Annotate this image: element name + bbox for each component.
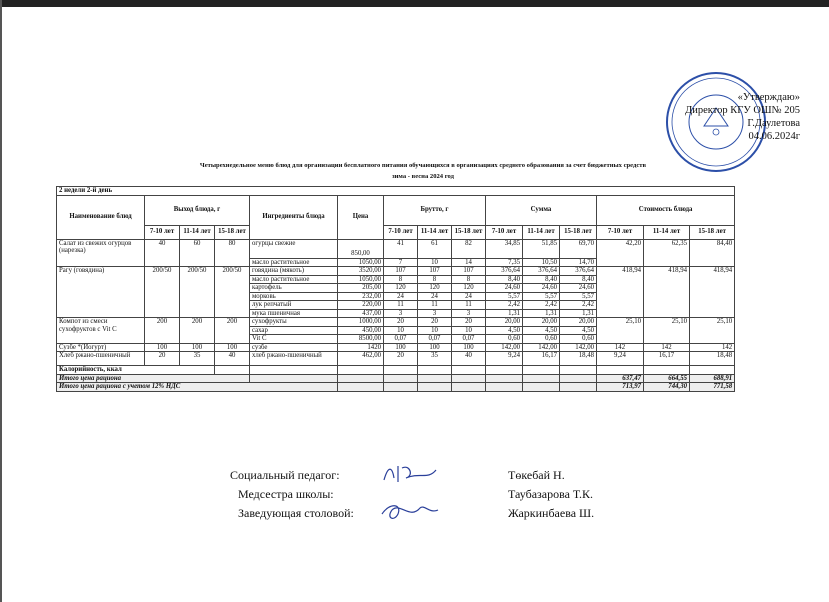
sum-cell: 0,60 [560,335,597,344]
output-cell: 200/50 [145,267,180,318]
price-cell: 450,00 [338,326,384,335]
ingredient-cell: морковь [250,292,338,301]
ingredient-cell: масло растительное [250,275,338,284]
sum-cell: 0,60 [523,335,560,344]
sum-cell: 376,64 [486,267,523,276]
signature-row [230,485,650,504]
gross-cell: 10 [418,326,452,335]
gross-cell: 24 [418,292,452,301]
approval-block [640,91,800,143]
sum-cell: 51,85 [523,239,560,258]
gross-cell: 41 [384,239,418,258]
output-cell: 60 [180,239,215,267]
price-cell: 1050,00 [338,275,384,284]
age-header: 15-18 лет [560,225,597,239]
dish-name: Сузбе *(Йогурт) [57,343,145,352]
sum-cell: 4,50 [486,326,523,335]
output-cell: 100 [215,343,250,352]
header-dish: Наименование блюд [57,195,145,239]
sum-cell: 142,00 [486,343,523,352]
gross-cell: 11 [418,301,452,310]
gross-cell: 120 [452,284,486,293]
top-edge [0,0,829,7]
signature-name: Таубазарова Т.К. [508,487,594,501]
table-row [57,239,735,258]
ingredient-cell: картофель [250,284,338,293]
cost-cell: 25,10 [597,318,644,344]
total-value: 664,55 [644,374,690,383]
gross-cell: 0,07 [384,335,418,344]
gross-cell: 8 [418,275,452,284]
cost-cell: 42,20 [597,239,644,267]
gross-cell: 24 [384,292,418,301]
ingredient-cell: сухофрукты [250,318,338,327]
ingredient-cell: лук репчатый [250,301,338,310]
sum-cell: 24,60 [486,284,523,293]
sum-cell: 0,60 [486,335,523,344]
menu-title [58,160,788,182]
ingredient-cell: говядина (мякоть) [250,267,338,276]
menu-title-line-1: Четырехнедельное меню блюд для организации бесплатного питания обучающихся в организациях среднего образования за счет бюджетных средств [199,162,647,169]
signature-role: Медсестра школы: [238,487,334,501]
sum-cell: 8,40 [486,275,523,284]
price-cell: 1050,00 [338,258,384,267]
price-cell: 1420 [338,343,384,352]
table-row [57,267,735,276]
output-cell: 200 [215,318,250,344]
sum-cell: 24,60 [560,284,597,293]
output-cell: 200 [145,318,180,344]
gross-cell: 11 [452,301,486,310]
total-value: 637,47 [597,374,644,383]
age-header: 7-10 лет [384,225,418,239]
table-row [57,318,735,327]
sum-cell: 1,31 [523,309,560,318]
sum-cell: 10,50 [523,258,560,267]
gross-cell: 107 [384,267,418,276]
dish-name: Рагу (говядина) [57,267,145,318]
gross-cell: 14 [452,258,486,267]
gross-cell: 3 [452,309,486,318]
gross-cell: 100 [384,343,418,352]
cost-cell: 142 [690,343,735,352]
gross-cell: 100 [452,343,486,352]
output-cell: 80 [215,239,250,267]
age-header: 7-10 лет [145,225,180,239]
gross-cell: 120 [384,284,418,293]
gross-cell: 107 [452,267,486,276]
price-cell: 850,00 [338,239,384,258]
age-header-row [57,225,735,239]
age-header: 15-18 лет [452,225,486,239]
output-cell: 200/50 [215,267,250,318]
total-row [57,374,735,383]
sum-cell: 69,70 [560,239,597,258]
gross-cell: 24 [452,292,486,301]
gross-cell: 61 [418,239,452,258]
gross-cell: 20 [384,318,418,327]
gross-cell: 20 [418,318,452,327]
age-header: 15-18 лет [690,225,735,239]
price-cell: 462,00 [338,352,384,366]
ingredient-cell: сахар [250,326,338,335]
gross-cell: 10 [418,258,452,267]
sum-cell: 5,57 [486,292,523,301]
sum-cell: 142,00 [560,343,597,352]
cost-cell: 25,10 [690,318,735,344]
total-vat-value: 744,30 [644,383,690,392]
output-cell: 100 [180,343,215,352]
ingredient-cell: мука пшеничная [250,309,338,318]
gross-cell: 120 [418,284,452,293]
sum-cell: 8,40 [560,275,597,284]
sum-cell: 34,85 [486,239,523,258]
sum-cell: 14,70 [560,258,597,267]
gross-cell: 82 [452,239,486,258]
sum-cell: 24,60 [523,284,560,293]
approval-line-1: «Утверждаю» [737,92,800,103]
gross-cell: 20 [452,318,486,327]
sum-cell: 8,40 [523,275,560,284]
cost-cell: 142 [597,343,644,352]
gross-cell: 8 [384,275,418,284]
price-cell: 220,00 [338,301,384,310]
sum-cell: 2,42 [560,301,597,310]
sum-cell: 20,00 [523,318,560,327]
header-output: Выход блюда, г [145,195,250,225]
left-edge [0,0,2,602]
gross-cell: 35 [418,352,452,366]
total-value: 688,91 [690,374,735,383]
total-vat-row [57,383,735,392]
cost-cell: 18,48 [690,352,735,366]
gross-cell: 10 [384,326,418,335]
menu-table [56,186,735,392]
cost-cell: 418,94 [690,267,735,318]
output-cell: 200/50 [180,267,215,318]
signature-role: Социальный педагог: [230,468,340,482]
calories-label: Калорийность, ккал [57,366,215,375]
age-header: 11-14 лет [180,225,215,239]
sum-cell: 1,31 [486,309,523,318]
age-header: 7-10 лет [486,225,523,239]
output-cell: 100 [145,343,180,352]
price-cell: 8500,00 [338,335,384,344]
sum-cell: 1,31 [560,309,597,318]
header-price: Цена [338,195,384,239]
ingredient-cell: масло растительное [250,258,338,267]
price-cell: 3520,00 [338,267,384,276]
output-cell: 35 [180,352,215,366]
signature-row [230,466,650,485]
cost-cell: 25,10 [644,318,690,344]
signature-name: Төкебай Н. [508,468,565,482]
sum-cell: 376,64 [523,267,560,276]
gross-cell: 8 [452,275,486,284]
signature-icon [380,462,440,486]
total-vat-value: 771,58 [690,383,735,392]
gross-cell: 20 [384,352,418,366]
menu-title-line-2: зима - весна 2024 год [391,173,455,180]
price-cell: 232,00 [338,292,384,301]
calories-row [57,366,735,375]
output-cell: 20 [145,352,180,366]
signature-row [230,504,650,523]
dish-name: Салат из свежих огурцов (нарезка) [57,239,145,267]
sum-cell: 2,42 [486,301,523,310]
approval-line-4: 04.06.2024г [748,131,800,142]
sum-cell: 20,00 [486,318,523,327]
ingredient-cell: хлеб ржано-пшеничный [250,352,338,366]
header-row [57,195,735,225]
sum-cell: 4,50 [560,326,597,335]
sum-cell: 9,24 [486,352,523,366]
gross-cell: 10 [452,326,486,335]
output-cell: 40 [215,352,250,366]
sum-cell: 18,48 [560,352,597,366]
age-header: 11-14 лет [644,225,690,239]
total-vat-label: Итого цена рациона с учетом 12% НДС [57,383,338,392]
table-row [57,352,735,366]
approval-line-3: Г.Даулетова [747,118,800,129]
header-ingredients: Ингредиенты блюда [250,195,338,239]
gross-cell: 107 [418,267,452,276]
ingredient-cell: огурцы свежие [250,239,338,258]
gross-cell: 7 [384,258,418,267]
section-label: 2 недели 2-й день [57,187,735,196]
dish-name: Хлеб ржано-пшеничный [57,352,145,366]
sum-cell: 2,42 [523,301,560,310]
price-cell: 205,00 [338,284,384,293]
sum-cell: 376,64 [560,267,597,276]
age-header: 7-10 лет [597,225,644,239]
signature-role: Заведующая столовой: [238,506,354,520]
table-row [57,343,735,352]
sum-cell: 142,00 [523,343,560,352]
sum-cell: 5,57 [560,292,597,301]
price-cell: 437,00 [338,309,384,318]
cost-cell: 62,35 [644,239,690,267]
section-row [57,187,735,196]
cost-cell: 16,17 [644,352,690,366]
total-vat-value: 713,97 [597,383,644,392]
gross-cell: 100 [418,343,452,352]
gross-cell: 11 [384,301,418,310]
gross-cell: 3 [418,309,452,318]
gross-cell: 40 [452,352,486,366]
gross-cell: 0,07 [418,335,452,344]
ingredient-cell: Vit C [250,335,338,344]
dish-name: Компот из смеси сухофруктов с Vit C [57,318,145,344]
sum-cell: 4,50 [523,326,560,335]
gross-cell: 0,07 [452,335,486,344]
output-cell: 40 [145,239,180,267]
signature-icon [380,500,440,524]
header-sum: Сумма [486,195,597,225]
total-label: Итого цена рациона [57,374,250,383]
approval-line-2: Директор КГУ ОШ№ 205 [685,105,800,116]
cost-cell: 84,40 [690,239,735,267]
header-cost: Стоимость блюда [597,195,735,225]
sum-cell: 5,57 [523,292,560,301]
age-header: 15-18 лет [215,225,250,239]
cost-cell: 418,94 [597,267,644,318]
signatures-block [230,466,650,523]
cost-cell: 9,24 [597,352,644,366]
signature-name: Жаркинбаева Ш. [508,506,595,520]
cost-cell: 142 [644,343,690,352]
gross-cell: 3 [384,309,418,318]
cost-cell: 418,94 [644,267,690,318]
sum-cell: 7,35 [486,258,523,267]
ingredient-cell: сузбе [250,343,338,352]
age-header: 11-14 лет [523,225,560,239]
output-cell: 200 [180,318,215,344]
sum-cell: 20,00 [560,318,597,327]
age-header: 11-14 лет [418,225,452,239]
sum-cell: 16,17 [523,352,560,366]
price-cell: 1000,00 [338,318,384,327]
header-gross: Брутто, г [384,195,486,225]
